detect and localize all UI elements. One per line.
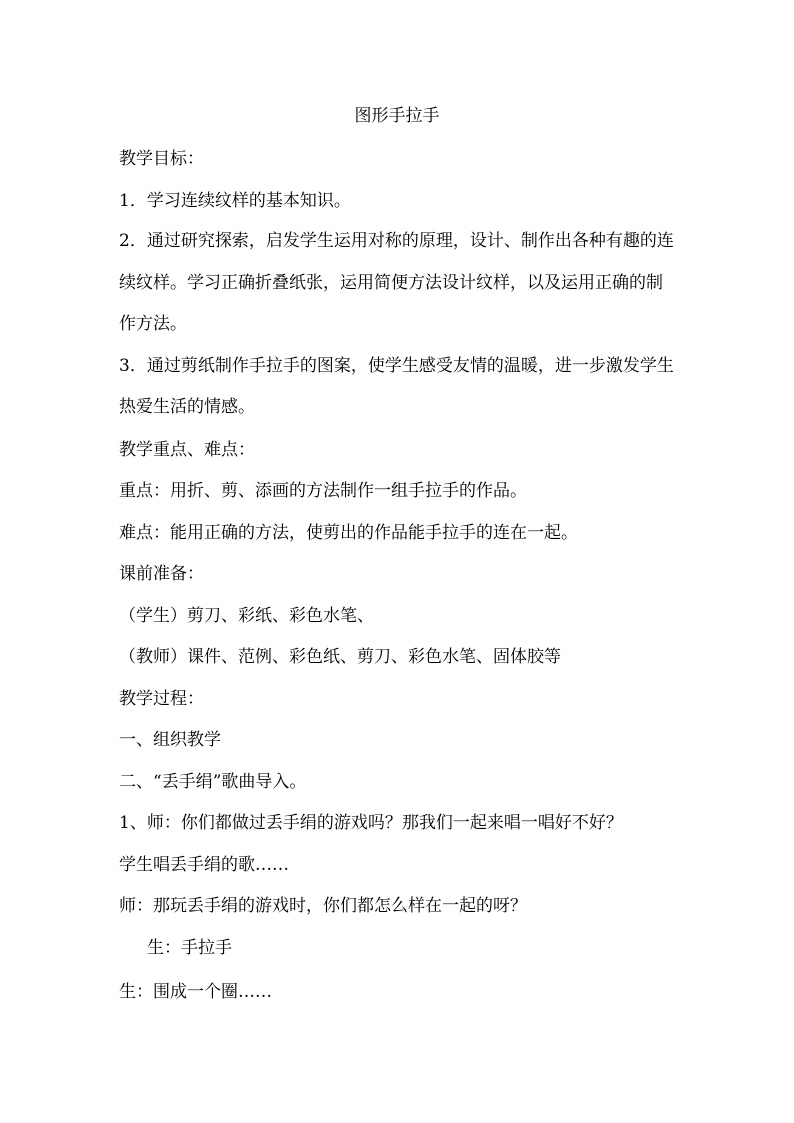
heading-process: 教学过程： [119, 688, 204, 709]
heading-preparation: 课前准备： [119, 564, 204, 584]
student-materials: （学生）剪刀、彩纸、彩色水笔、 [119, 605, 374, 626]
document-body [119, 145, 679, 1019]
objective-2: 2．通过研究探索，启发学生运用对称的原理，设计、制作出各种有趣的连续纹样。学习正确折叠纸张，运用简便方法设计纹样，以及运用正确的制作方法。 [119, 231, 674, 334]
dialogue-line: 生：手拉手 [147, 937, 232, 958]
step-1: 一、组织教学 [119, 730, 221, 750]
objective-3: 3．通过剪纸制作手拉手的图案，使学生感受友情的温暖，进一步激发学生热爱生活的情感。 [119, 355, 674, 417]
dialogue-line: 生：围成一个圈…… [119, 981, 272, 1002]
heading-key-points: 教学重点、难点： [119, 439, 255, 460]
dialogue-line: 1、师：你们都做过丢手绢的游戏吗？那我们一起来唱一唱好不好？ [119, 813, 623, 833]
document-title: 图形手拉手 [354, 106, 440, 126]
dialogue-line: 师：那玩丢手绢的游戏时，你们都怎么样在一起的呀？ [119, 896, 527, 916]
teacher-materials: （教师）课件、范例、彩色纸、剪刀、彩色水笔、固体胶等 [119, 647, 561, 667]
heading-objectives: 教学目标： [119, 149, 204, 169]
key-point: 重点：用折、剪、添画的方法制作一组手拉手的作品。 [119, 481, 527, 501]
difficult-point: 难点：能用正确的方法，使剪出的作品能手拉手的连在一起。 [119, 522, 578, 543]
dialogue-line: 学生唱丢手绢的歌…… [119, 854, 289, 875]
step-2: 二、“丢手绢”歌曲导入。 [119, 771, 307, 792]
objective-1: 1．学习连续纹样的基本知识。 [119, 190, 351, 211]
